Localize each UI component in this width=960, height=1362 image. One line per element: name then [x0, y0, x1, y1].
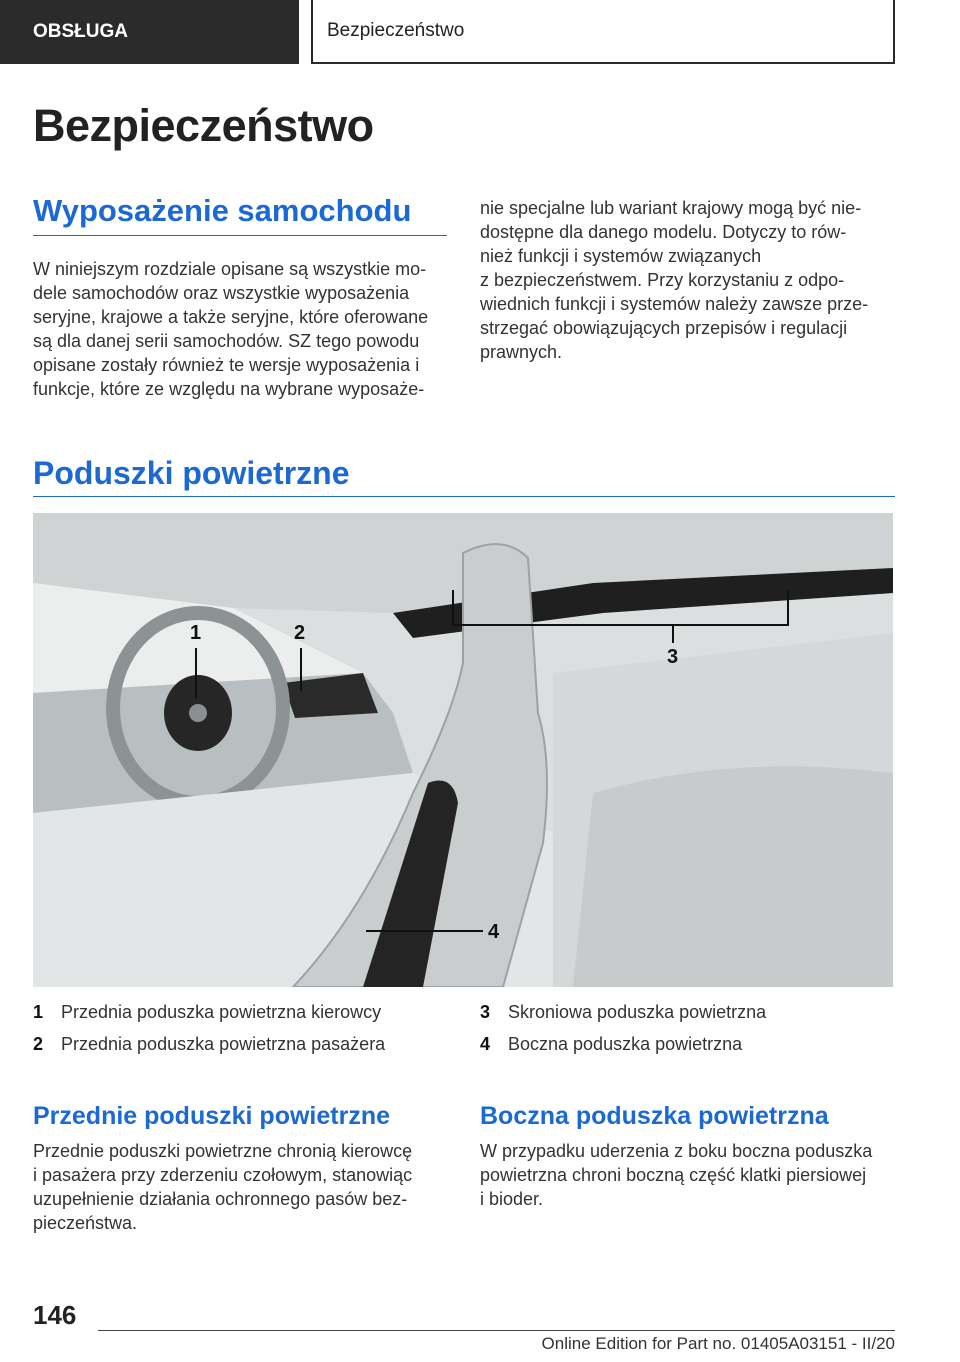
equipment-text-right: nie specjalne lub wariant krajowy mogą być nie- dostępne dla danego modelu. Dotyczy to rów- nież funkcji i systemów związanych z bezpieczeństwem. Przy korzystaniu z odpo- wiednich funkcji i systemów należy zawsze prze- strzegać obowiązujących przepisów i regulacji prawnych. — [480, 198, 869, 362]
header-chapter-title: Bezpieczeństwo — [311, 0, 895, 64]
side-airbag-heading: Boczna poduszka powietrzna — [480, 1102, 829, 1130]
legend-item-3 — [480, 1000, 766, 1024]
callout-1-label: 1 — [190, 622, 202, 644]
callout-4-label: 4 — [488, 921, 500, 943]
rear-seat-shape — [573, 766, 893, 987]
side-airbag-text: W przypadku uderzenia z boku boczna poduszka powietrzna chroni boczną część klatki piersiowej i bioder. — [480, 1141, 873, 1209]
airbags-heading-rule — [33, 496, 895, 497]
legend-text: Skroniowa poduszka powietrzna — [508, 1002, 767, 1022]
front-airbags-text: Przednie poduszki powietrzne chronią kierowcę i pasażera przy zderzeniu czołowym, stanowiąc uzupełnienie działania ochronnego pasów bez- pieczeństwa. — [33, 1141, 413, 1233]
legend-text: Przednia poduszka powietrzna pasażera — [61, 1034, 386, 1054]
equipment-heading: Wyposażenie samochodu — [33, 193, 412, 228]
legend-text: Przednia poduszka powietrzna kierowcy — [61, 1002, 382, 1022]
legend-number: 1 — [33, 1002, 44, 1022]
legend-item-1 — [33, 1000, 381, 1024]
airbag-interior-drawing — [33, 513, 893, 987]
front-airbags-heading: Przednie poduszki powietrzne — [33, 1102, 390, 1130]
callout-3-label: 3 — [667, 646, 679, 668]
page-title: Bezpieczeństwo — [33, 100, 374, 151]
equipment-text-left: W niniejszym rozdziale opisane są wszystkie mo- dele samochodów oraz wszystkie wyposażenia seryjne, krajowe a także seryjne, które oferowane są dla danej serii samochodów. SZ tego powodu opisane zostały również te wersje wyposażenia i funkcje, które ze względu na wybrane wyposaże- — [33, 259, 429, 399]
airbags-heading: Poduszki powietrzne — [33, 455, 350, 491]
page-number: 146 — [33, 1300, 77, 1330]
legend-text: Boczna poduszka powietrzna — [508, 1034, 743, 1054]
legend-number: 2 — [33, 1034, 44, 1054]
airbag-interior-illustration — [33, 513, 893, 987]
header-section-tab: OBSŁUGA — [0, 0, 299, 64]
callout-2-label: 2 — [294, 622, 306, 644]
legend-number: 4 — [480, 1034, 491, 1054]
legend-item-2 — [33, 1032, 385, 1056]
footer-rule — [98, 1330, 895, 1331]
equipment-heading-rule — [33, 235, 447, 236]
footer-edition: Online Edition for Part no. 01405A03151 - II/20 — [541, 1334, 895, 1353]
legend-number: 3 — [480, 1002, 491, 1022]
wheel-logo-shape — [189, 704, 207, 722]
legend-item-4 — [480, 1032, 742, 1056]
